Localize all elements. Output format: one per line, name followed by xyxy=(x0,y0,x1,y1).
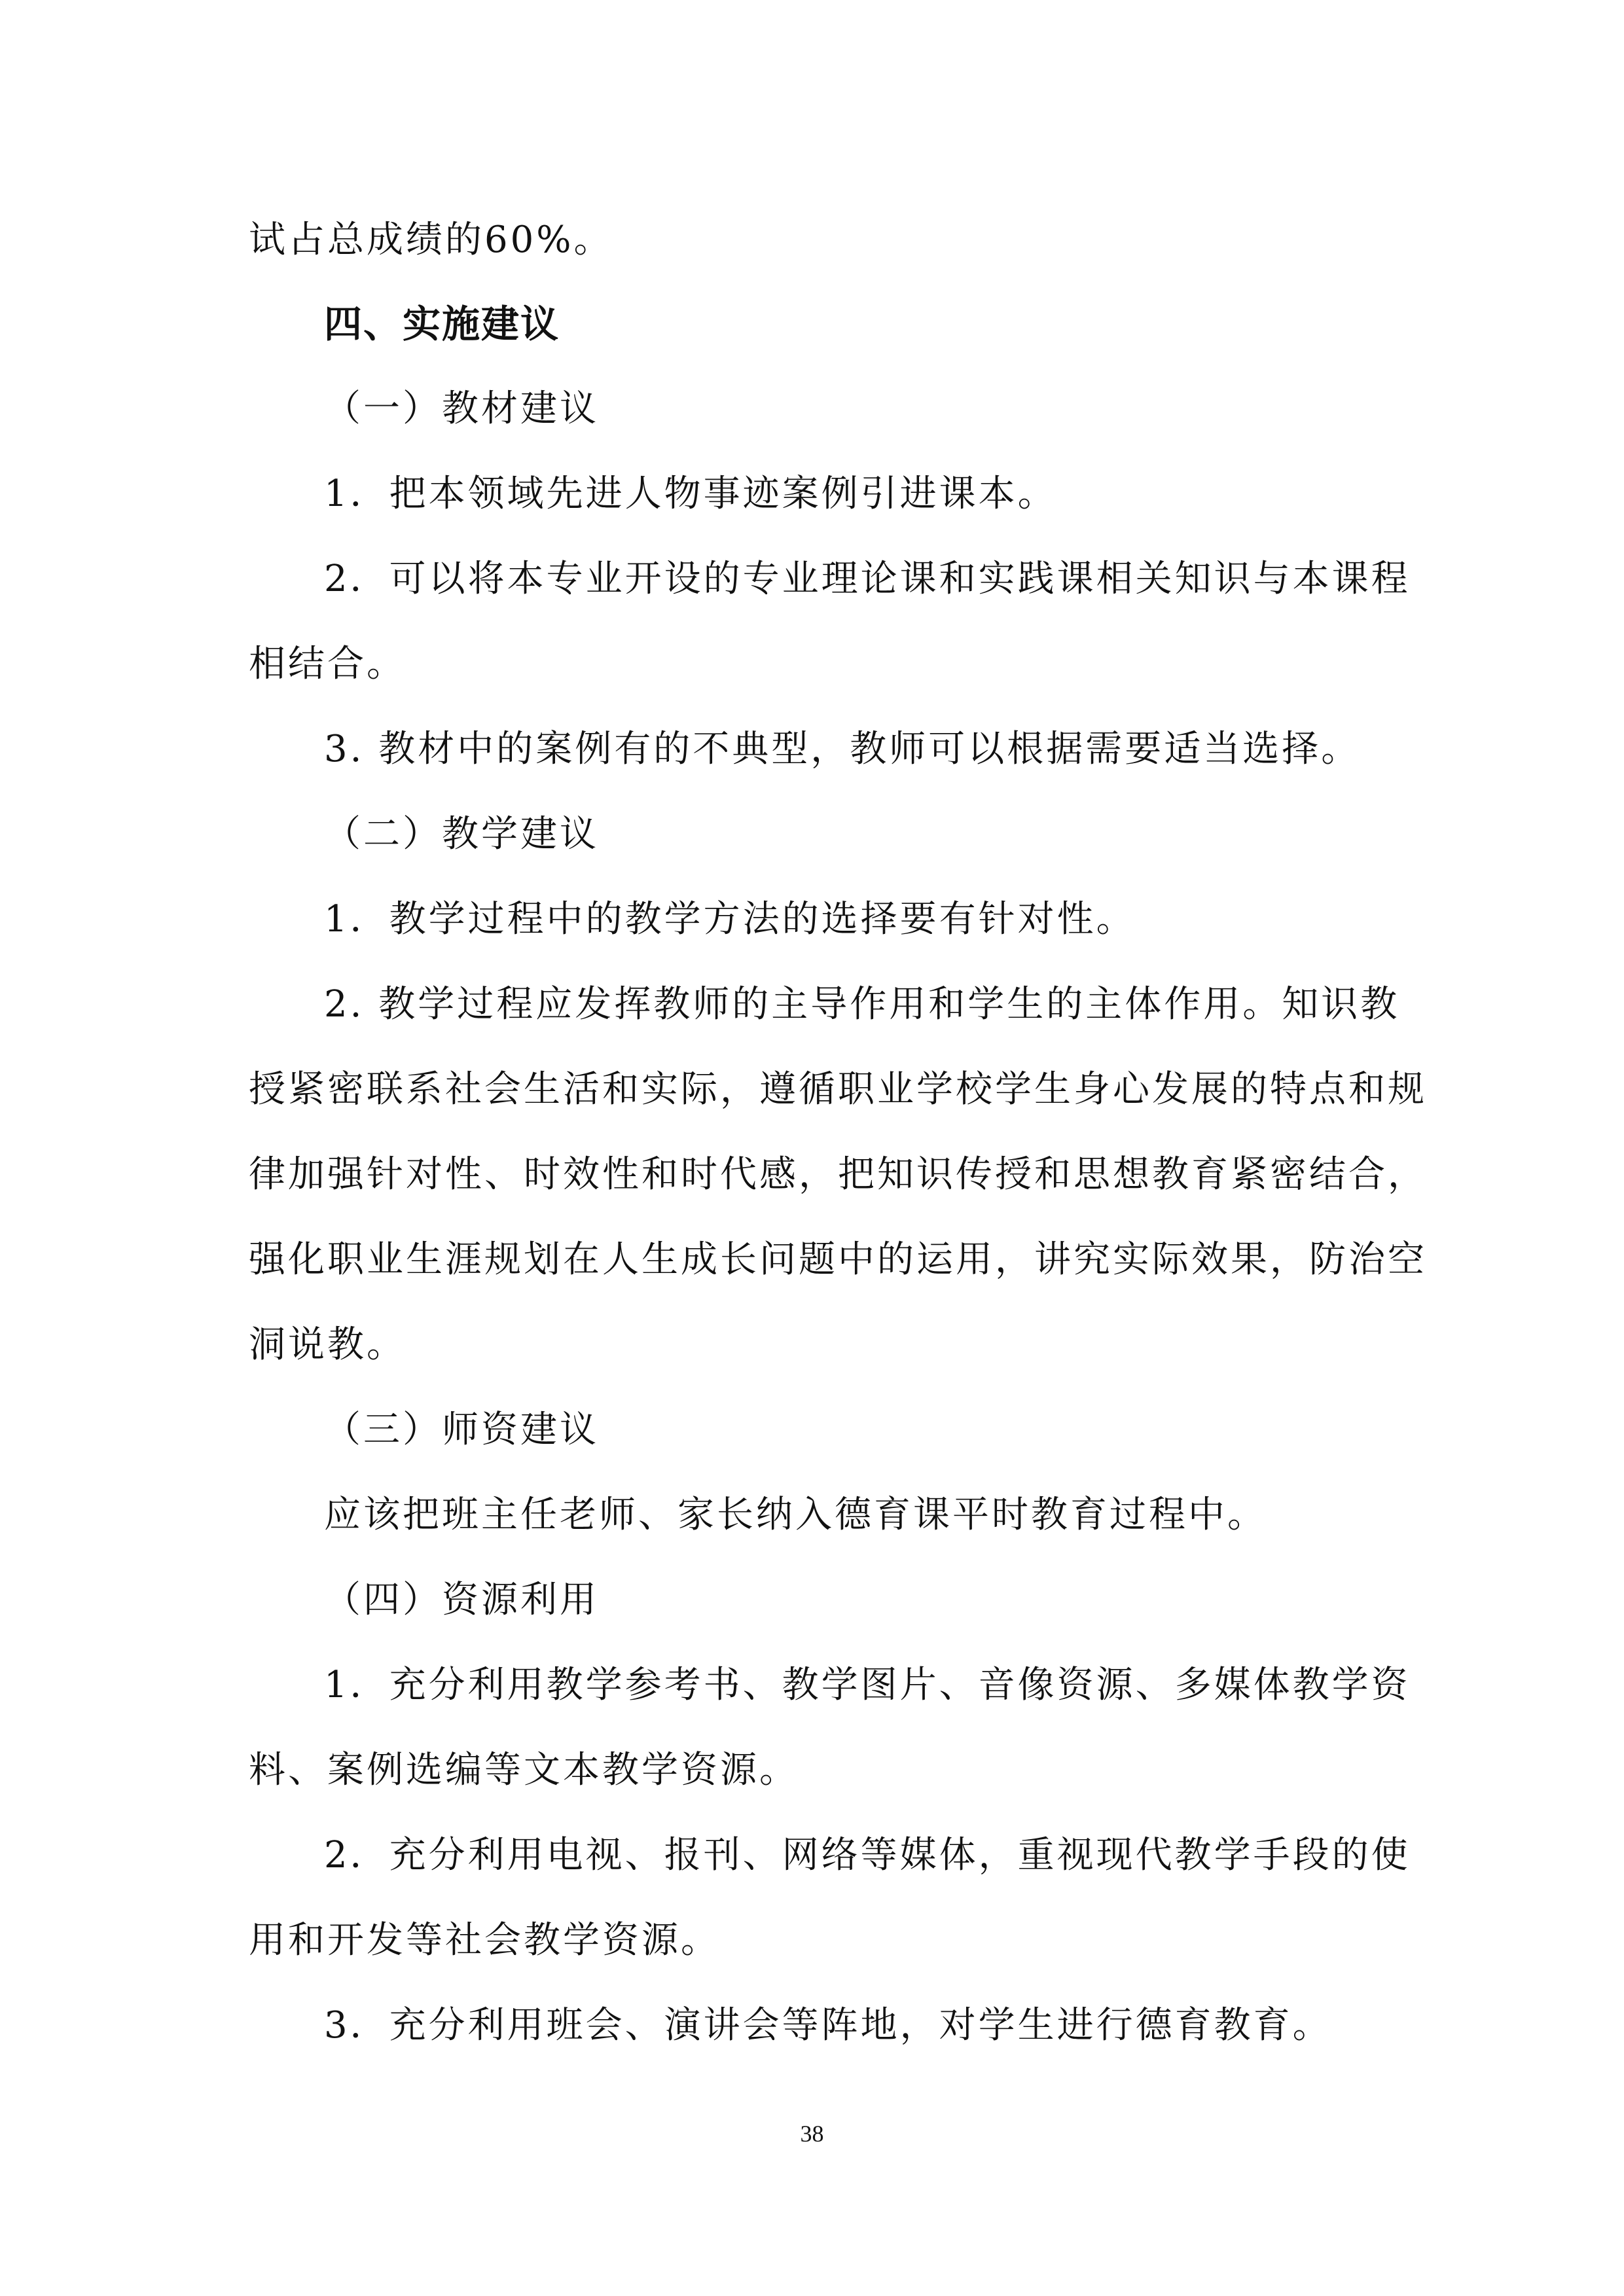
list-item: 2．可以将本专业开设的专业理论课和实践课相关知识与本课程 xyxy=(324,558,1411,600)
list-item: 2．充分利用电视、报刊、网络等媒体，重视现代教学手段的使 xyxy=(324,1834,1411,1876)
list-item: 2. 教学过程应发挥教师的主导作用和学生的主体作用。知识教 xyxy=(324,983,1400,1026)
list-item: 3. 教材中的案例有的不典型，教师可以根据需要适当选择。 xyxy=(324,728,1361,770)
list-item-continuation: 律加强针对性、时效性和时代感，把知识传授和思想教育紧密结合， xyxy=(249,1153,1427,1196)
list-item-continuation: 料、案例选编等文本教学资源。 xyxy=(249,1749,799,1791)
paragraph: 应该把班主任老师、家长纳入德育课平时教育过程中。 xyxy=(324,1494,1267,1536)
subsection-heading: （四）资源利用 xyxy=(324,1579,599,1621)
list-item-continuation: 授紧密联系社会生活和实际，遵循职业学校学生身心发展的特点和规 xyxy=(249,1068,1427,1111)
subsection-heading: （一）教材建议 xyxy=(324,387,599,430)
list-item-continuation: 用和开发等社会教学资源。 xyxy=(249,1919,720,1962)
list-item: 1．充分利用教学参考书、教学图片、音像资源、多媒体教学资 xyxy=(324,1664,1411,1706)
subsection-heading: （三）师资建议 xyxy=(324,1408,599,1451)
page-number: 38 xyxy=(800,2121,824,2147)
section-heading: 四、实施建议 xyxy=(324,302,560,346)
list-item-continuation: 强化职业生涯规划在人生成长问题中的运用，讲究实际效果，防治空 xyxy=(249,1238,1427,1281)
list-item: 1．把本领域先进人物事迹案例引进课本。 xyxy=(324,473,1057,515)
paragraph-continuation: 试占总成绩的60%。 xyxy=(249,219,613,261)
subsection-heading: （二）教学建议 xyxy=(324,813,599,855)
list-item-continuation: 相结合。 xyxy=(249,643,406,685)
list-item-continuation: 洞说教。 xyxy=(249,1323,406,1366)
list-item: 1．教学过程中的教学方法的选择要有针对性。 xyxy=(324,898,1136,941)
list-item: 3．充分利用班会、演讲会等阵地，对学生进行德育教育。 xyxy=(324,2004,1332,2047)
